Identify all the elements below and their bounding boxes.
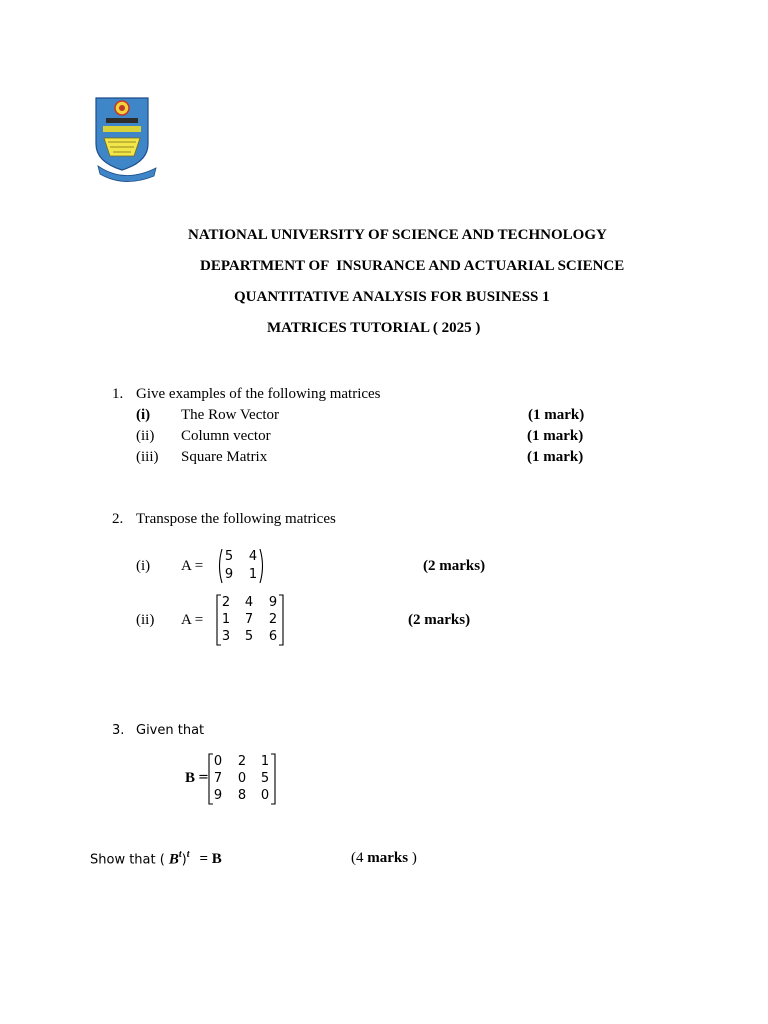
show-eq: = B <box>199 851 222 868</box>
matrix-cell: 7 <box>213 771 223 786</box>
show-sup-inner: t <box>178 849 182 860</box>
q1-item-3-text: Square Matrix <box>181 449 268 465</box>
q2-number: 2. <box>112 511 124 527</box>
course-name: QUANTITATIVE ANALYSIS FOR BUSINESS 1 <box>234 289 550 305</box>
q3-number: 3. <box>112 723 125 738</box>
matrix-cell: 6 <box>268 629 278 644</box>
q1-item-3-marks: (1 mark) <box>527 449 584 465</box>
q2-part2-eq: A = <box>181 612 204 628</box>
matrix-cell: 2 <box>268 612 278 627</box>
show-sup-outer: t <box>186 849 190 860</box>
matrix-cell: 2 <box>221 595 231 610</box>
matrix-cell: 9 <box>268 595 278 610</box>
right-bracket <box>270 753 276 805</box>
q3-eq: = <box>198 770 209 785</box>
q3-matrix-var: B <box>185 770 196 786</box>
matrix-cell: 7 <box>244 612 254 627</box>
matrix-cell: 1 <box>248 567 258 582</box>
matrix-cell: 3 <box>221 629 231 644</box>
q2-part2-marks: (2 marks) <box>408 612 471 628</box>
marks-close: ) <box>408 850 417 866</box>
q3-text: Given that <box>136 723 205 738</box>
matrix-cell: 4 <box>248 549 258 564</box>
department-name: DEPARTMENT OF INSURANCE AND ACTUARIAL SCIENCE <box>200 258 625 274</box>
q2-part1-matrix <box>216 548 266 584</box>
matrix-cell: 2 <box>237 754 247 769</box>
matrix-cell: 0 <box>260 788 270 803</box>
matrix-cell: 9 <box>224 567 234 582</box>
q1-text: Give examples of the following matrices <box>136 386 381 402</box>
q2-part2-label: (ii) <box>136 612 155 628</box>
q1-item-3-label: (iii) <box>136 449 159 465</box>
tutorial-title: MATRICES TUTORIAL ( 2025 ) <box>267 320 481 336</box>
matrix-cell: 5 <box>244 629 254 644</box>
q2-text: Transpose the following matrices <box>136 511 336 527</box>
q1-item-1-label: (i) <box>136 407 151 423</box>
q1-item-2-text: Column vector <box>181 428 271 444</box>
q2-part1-marks: (2 marks) <box>423 558 486 574</box>
q2-part1-label: (i) <box>136 558 151 574</box>
matrix-cell: 9 <box>213 788 223 803</box>
university-name: NATIONAL UNIVERSITY OF SCIENCE AND TECHNOLOGY <box>188 227 607 243</box>
right-parenthesis <box>258 548 266 584</box>
q1-item-2-label: (ii) <box>136 428 155 444</box>
matrix-cell: 8 <box>237 788 247 803</box>
q1-item-1-text: The Row Vector <box>181 407 280 423</box>
q1-number: 1. <box>112 386 124 402</box>
show-close: ) <box>181 852 187 868</box>
q2-part2-matrix <box>216 594 284 646</box>
q3-show-statement <box>90 849 222 868</box>
matrix-cell: 0 <box>213 754 223 769</box>
show-prefix: Show that ( <box>90 852 165 868</box>
show-base: B <box>168 851 179 868</box>
q3-marks <box>351 850 417 867</box>
matrix-cell: 1 <box>221 612 231 627</box>
q1-item-2-marks: (1 mark) <box>527 428 584 444</box>
right-bracket <box>278 594 284 646</box>
marks-word: marks <box>367 850 409 866</box>
university-logo <box>94 96 160 182</box>
matrix-cell: 5 <box>224 549 234 564</box>
q2-part1-eq: A = <box>181 558 204 574</box>
marks-open: (4 <box>351 850 368 866</box>
matrix-cell: 0 <box>237 771 247 786</box>
matrix-cell: 1 <box>260 754 270 769</box>
matrix-cell: 4 <box>244 595 254 610</box>
matrix-cell: 5 <box>260 771 270 786</box>
q3-matrix <box>208 753 276 805</box>
q1-item-1-marks: (1 mark) <box>528 407 585 423</box>
